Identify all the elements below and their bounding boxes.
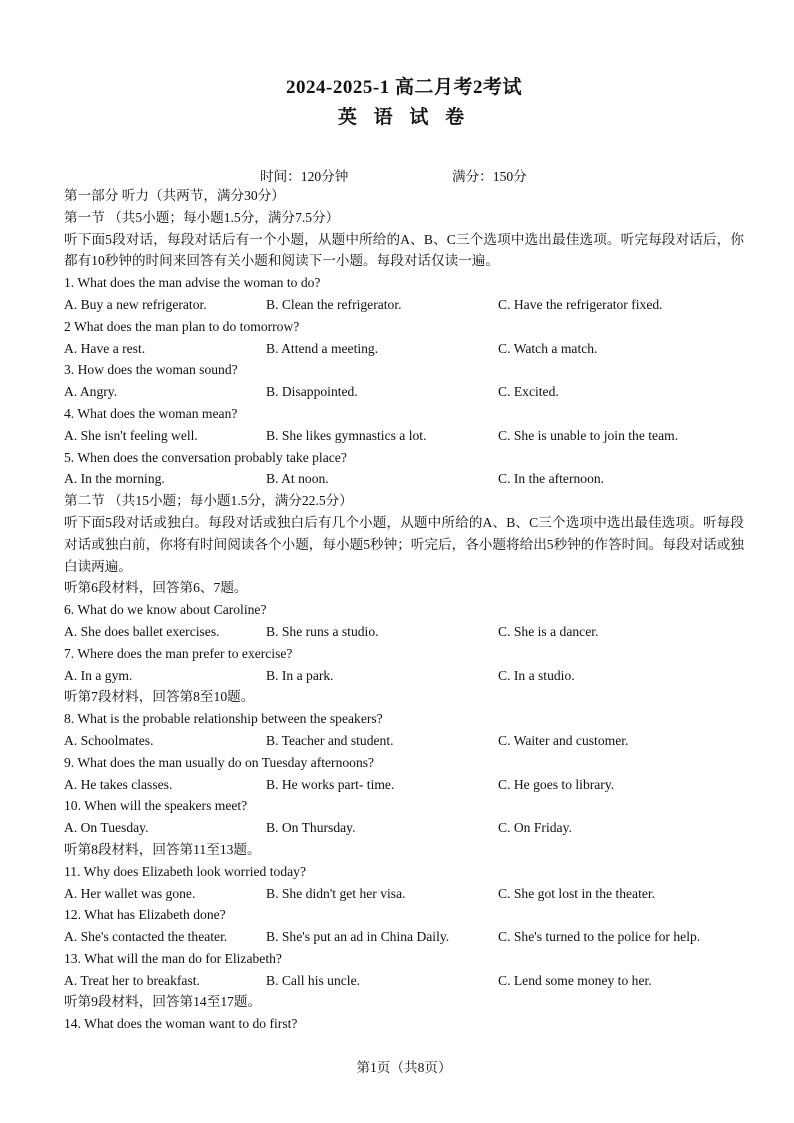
option-a: A. She does ballet exercises. bbox=[64, 623, 220, 639]
question-11: 11. Why does Elizabeth look worried today? bbox=[64, 863, 306, 879]
option-b: B. In a park. bbox=[266, 667, 334, 683]
option-a: A. Have a rest. bbox=[64, 340, 146, 356]
option-b: B. She didn't get her visa. bbox=[266, 885, 406, 901]
question-6-options bbox=[64, 621, 744, 643]
exam-meta bbox=[64, 165, 744, 185]
question-13: 13. What will the man do for Elizabeth? bbox=[64, 950, 282, 966]
question-14: 14. What does the woman want to do first? bbox=[64, 1016, 298, 1032]
option-a: A. On Tuesday. bbox=[64, 820, 149, 836]
option-c: C. Excited. bbox=[498, 384, 559, 400]
option-a: A. He takes classes. bbox=[64, 776, 173, 792]
page-number: 第1页（共8页） bbox=[356, 1060, 452, 1075]
section1-instructions: 听下面5段对话，每段对话后有一个小题，从题中所给的A、B、C三个选项中选出最佳选项。听完每段对话后，你都有10秒钟的时间来回答有关小题和阅读下一小题。每段对话仅读一遍。 bbox=[64, 231, 744, 269]
option-c: C. She is a dancer. bbox=[498, 623, 599, 639]
option-b: B. He works part- time. bbox=[266, 776, 395, 792]
group-label: 听第9段材料，回答第14至17题。 bbox=[64, 994, 262, 1010]
option-b: B. At noon. bbox=[266, 471, 329, 487]
question-3-options bbox=[64, 381, 744, 403]
question-10: 10. When will the speakers meet? bbox=[64, 798, 248, 814]
option-c: C. She's turned to the police for help. bbox=[498, 929, 701, 945]
option-c: C. He goes to library. bbox=[498, 776, 615, 792]
option-b: B. Disappointed. bbox=[266, 384, 358, 400]
question-2-options bbox=[64, 338, 744, 360]
question-12-options bbox=[64, 926, 744, 948]
group-label: 听第6段材料，回答第6、7题。 bbox=[64, 580, 248, 596]
option-b: B. Attend a meeting. bbox=[266, 340, 379, 356]
question-1-options bbox=[64, 294, 744, 316]
option-c: C. Have the refrigerator fixed. bbox=[498, 296, 663, 312]
option-b: B. She likes gymnastics a lot. bbox=[266, 427, 427, 443]
question-9: 9. What does the man usually do on Tuesday afternoons? bbox=[64, 754, 375, 770]
question-12: 12. What has Elizabeth done? bbox=[64, 907, 226, 923]
exam-score: 满分：150分 bbox=[452, 169, 527, 184]
question-9-options bbox=[64, 774, 744, 796]
group-label: 听第7段材料，回答第8至10题。 bbox=[64, 689, 255, 705]
question-1: 1. What does the man advise the woman to do? bbox=[64, 275, 321, 291]
option-b: B. Clean the refrigerator. bbox=[266, 296, 402, 312]
section2-instructions: 听下面5段对话或独白。每段对话或独白后有几个小题，从题中所给的A、B、C三个选项中选出最佳选项。听每段对话或独白前，你将有时间阅读各个小题，每小题5秒钟；听完后，各小题将给出5秒钟的作答时间。每段对话或独白读两遍。 bbox=[64, 514, 744, 574]
part1-heading: 第一部分 听力（共两节，满分30分） bbox=[64, 188, 285, 203]
question-6: 6. What do we know about Caroline? bbox=[64, 602, 267, 618]
exam-body bbox=[64, 185, 744, 1035]
question-2: 2 What does the man plan to do tomorrow? bbox=[64, 318, 300, 334]
option-c: C. Watch a match. bbox=[498, 340, 598, 356]
question-11-options bbox=[64, 883, 744, 905]
option-b: B. She runs a studio. bbox=[266, 623, 379, 639]
option-b: B. Teacher and student. bbox=[266, 732, 394, 748]
option-a: A. In the morning. bbox=[64, 471, 165, 487]
question-7-options bbox=[64, 665, 744, 687]
question-4: 4. What does the woman mean? bbox=[64, 405, 238, 421]
option-b: B. She's put an ad in China Daily. bbox=[266, 929, 450, 945]
option-a: A. In a gym. bbox=[64, 667, 133, 683]
question-7: 7. Where does the man prefer to exercise? bbox=[64, 645, 293, 661]
option-a: A. Treat her to breakfast. bbox=[64, 972, 200, 988]
option-c: C. She is unable to join the team. bbox=[498, 427, 679, 443]
option-a: A. She's contacted the theater. bbox=[64, 929, 228, 945]
option-c: C. In the afternoon. bbox=[498, 471, 605, 487]
option-c: C. On Friday. bbox=[498, 820, 572, 836]
question-5: 5. When does the conversation probably take place? bbox=[64, 449, 347, 465]
option-b: B. Call his uncle. bbox=[266, 972, 361, 988]
option-a: A. Schoolmates. bbox=[64, 732, 154, 748]
section2-heading: 第二节 （共15小题；每小题1.5分，满分22.5分） bbox=[64, 493, 353, 509]
option-a: A. Her wallet was gone. bbox=[64, 885, 196, 901]
option-c: C. Waiter and customer. bbox=[498, 732, 629, 748]
section1-heading: 第一节 （共5小题；每小题1.5分，满分7.5分） bbox=[64, 209, 340, 225]
option-c: C. In a studio. bbox=[498, 667, 575, 683]
question-13-options bbox=[64, 970, 744, 992]
exam-page bbox=[64, 0, 744, 1123]
question-4-options bbox=[64, 425, 744, 447]
question-8-options bbox=[64, 730, 744, 752]
question-3: 3. How does the woman sound? bbox=[64, 362, 238, 378]
question-8: 8. What is the probable relationship between the speakers? bbox=[64, 711, 383, 727]
option-a: A. Angry. bbox=[64, 384, 118, 400]
exam-time: 时间：120分钟 bbox=[260, 169, 349, 184]
option-c: C. She got lost in the theater. bbox=[498, 885, 656, 901]
option-b: B. On Thursday. bbox=[266, 820, 356, 836]
question-10-options bbox=[64, 817, 744, 839]
exam-title: 2024-2025-1 高二月考2考试 bbox=[286, 77, 522, 98]
option-a: A. Buy a new refrigerator. bbox=[64, 296, 207, 312]
group-label: 听第8段材料，回答第11至13题。 bbox=[64, 841, 261, 857]
option-a: A. She isn't feeling well. bbox=[64, 427, 198, 443]
option-c: C. Lend some money to her. bbox=[498, 972, 652, 988]
exam-subtitle: 英 语 试 卷 bbox=[337, 107, 471, 128]
question-5-options bbox=[64, 468, 744, 490]
